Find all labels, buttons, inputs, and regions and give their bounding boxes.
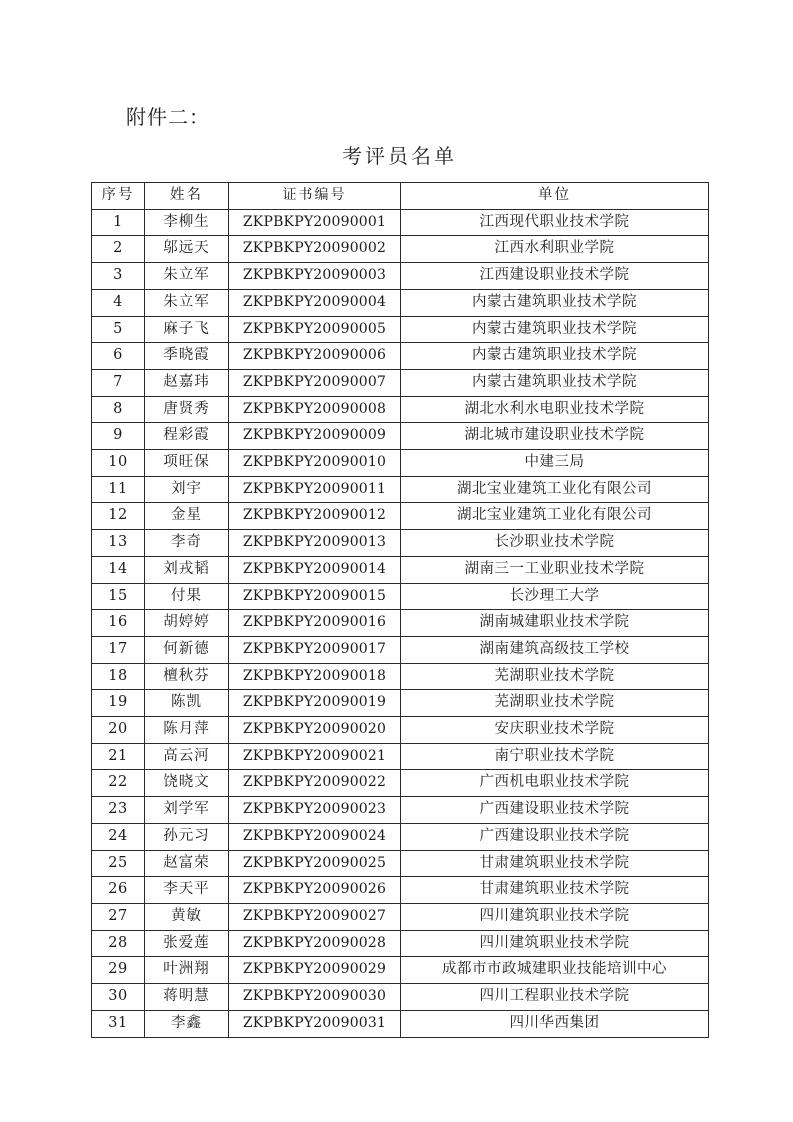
cell-certificate-no: ZKPBKPY20090012: [229, 503, 401, 530]
cell-unit: 湖北宝业建筑工业化有限公司: [401, 476, 709, 503]
table-row: [92, 930, 709, 957]
table-row: [92, 450, 709, 477]
cell-index: 27: [92, 903, 145, 930]
table-header-row: [92, 183, 709, 210]
cell-index: 8: [92, 396, 145, 423]
examiner-roster-table: [91, 182, 709, 1038]
cell-unit: 四川工程职业技术学院: [401, 984, 709, 1011]
column-header-name: 姓名: [145, 183, 229, 210]
cell-unit: 四川建筑职业技术学院: [401, 903, 709, 930]
cell-name: 刘学军: [145, 797, 229, 824]
cell-certificate-no: ZKPBKPY20090020: [229, 717, 401, 744]
cell-index: 12: [92, 503, 145, 530]
cell-unit: 广西建设职业技术学院: [401, 823, 709, 850]
cell-unit: 内蒙古建筑职业技术学院: [401, 343, 709, 370]
cell-name: 胡婷婷: [145, 610, 229, 637]
table-row: [92, 396, 709, 423]
table-row: [92, 957, 709, 984]
cell-name: 唐贤秀: [145, 396, 229, 423]
cell-name: 朱立军: [145, 289, 229, 316]
cell-unit: 江西水利职业学院: [401, 236, 709, 263]
table-row: [92, 583, 709, 610]
cell-name: 饶晓文: [145, 770, 229, 797]
cell-name: 陈月萍: [145, 717, 229, 744]
table-row: [92, 1010, 709, 1037]
cell-certificate-no: ZKPBKPY20090002: [229, 236, 401, 263]
cell-name: 何新德: [145, 636, 229, 663]
cell-unit: 安庆职业技术学院: [401, 717, 709, 744]
cell-unit: 湖南三一工业职业技术学院: [401, 556, 709, 583]
cell-certificate-no: ZKPBKPY20090014: [229, 556, 401, 583]
cell-unit: 内蒙古建筑职业技术学院: [401, 289, 709, 316]
table-row: [92, 850, 709, 877]
table-row: [92, 530, 709, 557]
cell-certificate-no: ZKPBKPY20090011: [229, 476, 401, 503]
cell-unit: 成都市市政城建职业技能培训中心: [401, 957, 709, 984]
cell-index: 4: [92, 289, 145, 316]
cell-certificate-no: ZKPBKPY20090027: [229, 903, 401, 930]
cell-unit: 湖北城市建设职业技术学院: [401, 423, 709, 450]
cell-unit: 南宁职业技术学院: [401, 743, 709, 770]
cell-certificate-no: ZKPBKPY20090022: [229, 770, 401, 797]
cell-unit: 广西机电职业技术学院: [401, 770, 709, 797]
table-row: [92, 717, 709, 744]
table-row: [92, 984, 709, 1011]
cell-certificate-no: ZKPBKPY20090001: [229, 209, 401, 236]
cell-name: 高云河: [145, 743, 229, 770]
cell-name: 金星: [145, 503, 229, 530]
cell-unit: 长沙理工大学: [401, 583, 709, 610]
table-row: [92, 343, 709, 370]
cell-index: 30: [92, 984, 145, 1011]
cell-unit: 广西建设职业技术学院: [401, 797, 709, 824]
cell-certificate-no: ZKPBKPY20090006: [229, 343, 401, 370]
cell-index: 15: [92, 583, 145, 610]
cell-unit: 长沙职业技术学院: [401, 530, 709, 557]
cell-unit: 湖南建筑高级技工学校: [401, 636, 709, 663]
cell-unit: 四川建筑职业技术学院: [401, 930, 709, 957]
cell-name: 李柳生: [145, 209, 229, 236]
table-row: [92, 236, 709, 263]
cell-certificate-no: ZKPBKPY20090031: [229, 1010, 401, 1037]
cell-certificate-no: ZKPBKPY20090021: [229, 743, 401, 770]
cell-name: 朱立军: [145, 263, 229, 290]
cell-unit: 湖北宝业建筑工业化有限公司: [401, 503, 709, 530]
table-row: [92, 263, 709, 290]
cell-name: 黄敏: [145, 903, 229, 930]
table-row: [92, 797, 709, 824]
cell-index: 5: [92, 316, 145, 343]
cell-name: 李天平: [145, 877, 229, 904]
cell-certificate-no: ZKPBKPY20090026: [229, 877, 401, 904]
table-row: [92, 903, 709, 930]
cell-certificate-no: ZKPBKPY20090008: [229, 396, 401, 423]
cell-index: 6: [92, 343, 145, 370]
cell-certificate-no: ZKPBKPY20090023: [229, 797, 401, 824]
table-row: [92, 636, 709, 663]
cell-name: 麻子飞: [145, 316, 229, 343]
cell-index: 25: [92, 850, 145, 877]
table-row: [92, 556, 709, 583]
cell-index: 3: [92, 263, 145, 290]
cell-unit: 江西建设职业技术学院: [401, 263, 709, 290]
cell-certificate-no: ZKPBKPY20090013: [229, 530, 401, 557]
cell-certificate-no: ZKPBKPY20090030: [229, 984, 401, 1011]
cell-index: 14: [92, 556, 145, 583]
cell-unit: 湖北水利水电职业技术学院: [401, 396, 709, 423]
cell-name: 刘宇: [145, 476, 229, 503]
cell-name: 叶洲翔: [145, 957, 229, 984]
cell-certificate-no: ZKPBKPY20090007: [229, 369, 401, 396]
cell-index: 11: [92, 476, 145, 503]
cell-name: 刘戎韬: [145, 556, 229, 583]
cell-index: 26: [92, 877, 145, 904]
cell-certificate-no: ZKPBKPY20090009: [229, 423, 401, 450]
cell-unit: 中建三局: [401, 450, 709, 477]
table-row: [92, 663, 709, 690]
cell-name: 张爱莲: [145, 930, 229, 957]
cell-name: 李奇: [145, 530, 229, 557]
table-row: [92, 476, 709, 503]
cell-index: 19: [92, 690, 145, 717]
attachment-label: 附件二：: [126, 105, 210, 129]
table-row: [92, 289, 709, 316]
table-row: [92, 823, 709, 850]
cell-unit: 芜湖职业技术学院: [401, 690, 709, 717]
table-row: [92, 610, 709, 637]
table-row: [92, 209, 709, 236]
cell-certificate-no: ZKPBKPY20090029: [229, 957, 401, 984]
table-row: [92, 690, 709, 717]
cell-index: 23: [92, 797, 145, 824]
cell-certificate-no: ZKPBKPY20090025: [229, 850, 401, 877]
cell-index: 28: [92, 930, 145, 957]
cell-certificate-no: ZKPBKPY20090018: [229, 663, 401, 690]
cell-index: 9: [92, 423, 145, 450]
cell-name: 檀秋芬: [145, 663, 229, 690]
cell-index: 18: [92, 663, 145, 690]
table-row: [92, 503, 709, 530]
cell-unit: 四川华西集团: [401, 1010, 709, 1037]
cell-unit: 芜湖职业技术学院: [401, 663, 709, 690]
cell-certificate-no: ZKPBKPY20090028: [229, 930, 401, 957]
cell-index: 29: [92, 957, 145, 984]
cell-certificate-no: ZKPBKPY20090016: [229, 610, 401, 637]
cell-index: 1: [92, 209, 145, 236]
column-header-index: 序号: [92, 183, 145, 210]
cell-index: 22: [92, 770, 145, 797]
table-row: [92, 423, 709, 450]
page-title: 考评员名单: [342, 144, 457, 168]
cell-name: 孙元习: [145, 823, 229, 850]
cell-certificate-no: ZKPBKPY20090004: [229, 289, 401, 316]
cell-unit: 湖南城建职业技术学院: [401, 610, 709, 637]
cell-name: 李鑫: [145, 1010, 229, 1037]
cell-unit: 甘肃建筑职业技术学院: [401, 850, 709, 877]
cell-certificate-no: ZKPBKPY20090005: [229, 316, 401, 343]
cell-unit: 内蒙古建筑职业技术学院: [401, 316, 709, 343]
cell-name: 陈凯: [145, 690, 229, 717]
cell-name: 蒋明慧: [145, 984, 229, 1011]
cell-name: 季晓霞: [145, 343, 229, 370]
cell-certificate-no: ZKPBKPY20090003: [229, 263, 401, 290]
table-row: [92, 369, 709, 396]
cell-unit: 内蒙古建筑职业技术学院: [401, 369, 709, 396]
cell-unit: 江西现代职业技术学院: [401, 209, 709, 236]
cell-index: 7: [92, 369, 145, 396]
cell-certificate-no: ZKPBKPY20090017: [229, 636, 401, 663]
cell-index: 2: [92, 236, 145, 263]
cell-index: 24: [92, 823, 145, 850]
column-header-unit: 单位: [401, 183, 709, 210]
cell-index: 13: [92, 530, 145, 557]
cell-name: 赵富荣: [145, 850, 229, 877]
cell-name: 项旺保: [145, 450, 229, 477]
cell-certificate-no: ZKPBKPY20090015: [229, 583, 401, 610]
table-row: [92, 743, 709, 770]
cell-index: 17: [92, 636, 145, 663]
cell-certificate-no: ZKPBKPY20090024: [229, 823, 401, 850]
cell-index: 10: [92, 450, 145, 477]
table-row: [92, 316, 709, 343]
cell-unit: 甘肃建筑职业技术学院: [401, 877, 709, 904]
cell-name: 赵嘉玮: [145, 369, 229, 396]
column-header-certificate-no: 证书编号: [229, 183, 401, 210]
table-row: [92, 877, 709, 904]
table-row: [92, 770, 709, 797]
cell-index: 31: [92, 1010, 145, 1037]
cell-name: 付果: [145, 583, 229, 610]
cell-index: 21: [92, 743, 145, 770]
table-body: [92, 209, 709, 1037]
cell-certificate-no: ZKPBKPY20090019: [229, 690, 401, 717]
cell-name: 程彩霞: [145, 423, 229, 450]
cell-index: 16: [92, 610, 145, 637]
cell-index: 20: [92, 717, 145, 744]
cell-name: 邬远天: [145, 236, 229, 263]
cell-certificate-no: ZKPBKPY20090010: [229, 450, 401, 477]
